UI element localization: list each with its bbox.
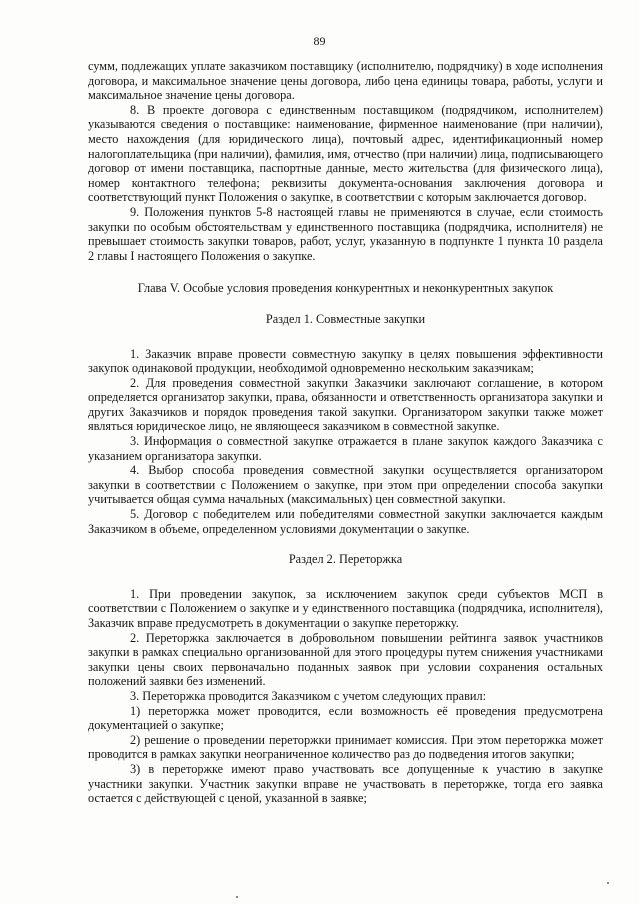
section-2-subitem: 2) решение о проведении переторжки принимает комиссия. При этом переторжка может проводится в рамках закупки неограниченное количество раз до подведения итогов закупки; (88, 732, 603, 762)
section-2-paragraph: 2. Переторжка заключается в добровольном повышении рейтинга заявок участников закупки в рамках специально организованной для этого процедуры путем снижения участниками закупки цены своих первоначально поданных заявок при условии сохранения остальных положений заявки без изменений. (88, 630, 603, 689)
page-number: 89 (313, 34, 326, 48)
section-1-paragraph: 4. Выбор способа проведения совместной закупки осуществляется организатором закупки в соответствии с Положением о закупке, при этом при определении способа закупки учитывается общая сумма начальных (максимальных) цен совместной закупки. (88, 463, 603, 507)
section-1-title: Раздел 1. Совместные закупки (265, 311, 426, 326)
chapter-title: Глава V. Особые условия проведения конкурентных и неконкурентных закупок (137, 281, 554, 296)
section-1-paragraph: 5. Договор с победителем или победителями совместной закупки заключается каждым Заказчиком в объеме, определенном условиями документации о закупке. (88, 507, 603, 536)
section-2-title: Раздел 2. Переторжка (288, 552, 403, 567)
section-1-paragraph: 2. Для проведения совместной закупки Заказчики заключают соглашение, в котором определяется организатор закупки, права, обязанности и ответственность организатора закупки и других Заказчиков и порядок проведения такой закупки. Организатором закупки также может являться юридическое лицо, не являющееся заказчиком в совместной закупке. (88, 375, 603, 434)
section-2-paragraph: 1. При проведении закупок, за исключением закупок среди субъектов МСП в соответствии с Положением о закупке и у единственного поставщика (подрядчика, исполнителя), Заказчик вправе предусмотреть в документации о закупке переторжку. (88, 586, 603, 630)
section-1-paragraph: 3. Информация о совместной закупке отражается в плане закупок каждого Заказчика с указанием организатора закупки. (88, 434, 603, 463)
paragraph-item-9: 9. Положения пунктов 5-8 настоящей главы не применяются в случае, если стоимость закупки по особым обстоятельствам у единственного поставщика (подрядчика, исполнителя) не превышает стоимость закупки товаров, работ, услуг, указанную в подпункте 1 пункта 10 раздела 2 главы I настоящего Положения о закупке. (88, 204, 603, 263)
scan-speck (236, 896, 238, 898)
scan-speck (607, 882, 609, 884)
section-2-paragraph: 3. Переторжка проводится Заказчиком с учетом следующих правил: (130, 688, 487, 703)
page-content (88, 59, 603, 806)
section-2-subitem: 1) переторжка может проводится, если возможность её проведения предусмотрена документацией о закупке; (88, 703, 603, 733)
paragraph-continuation: сумм, подлежащих уплате заказчиком поставщику (исполнителю, подрядчику) в ходе исполнения договора, и максимальное значение цены договора, либо цена единицы товара, работы, услуги и максимальное значение цены договора. (88, 59, 603, 103)
section-1-paragraph: 1. Заказчик вправе провести совместную закупку в целях повышения эффективности закупок одинаковой продукции, необходимой одновременно нескольким заказчикам; (88, 346, 603, 376)
section-2-subitem: 3) в переторжке имеют право участвовать все допущенные к участию в закупке участники закупки. Участник закупки вправе не участвовать в переторжке, тогда его заявка остается с действующей с ценой, указанной в заявке; (88, 761, 603, 806)
paragraph-item-8: 8. В проекте договора с единственным поставщиком (подрядчиком, исполнителем) указываются сведения о поставщике: наименование, фирменное наименование (при наличии), место нахождения (для юридического лица), почтовый адрес, идентификационный номер налогоплательщика (при наличии), фамилия, имя, отчество (при наличии) лица, подписывающего договор от имени поставщика, паспортные данные, место жительства (для физического лица), номер контактного телефона; реквизиты документа-основания заключения договора и соответствующий пункт Положения о закупке, в соответствии с которым заключается договор. (88, 102, 603, 205)
